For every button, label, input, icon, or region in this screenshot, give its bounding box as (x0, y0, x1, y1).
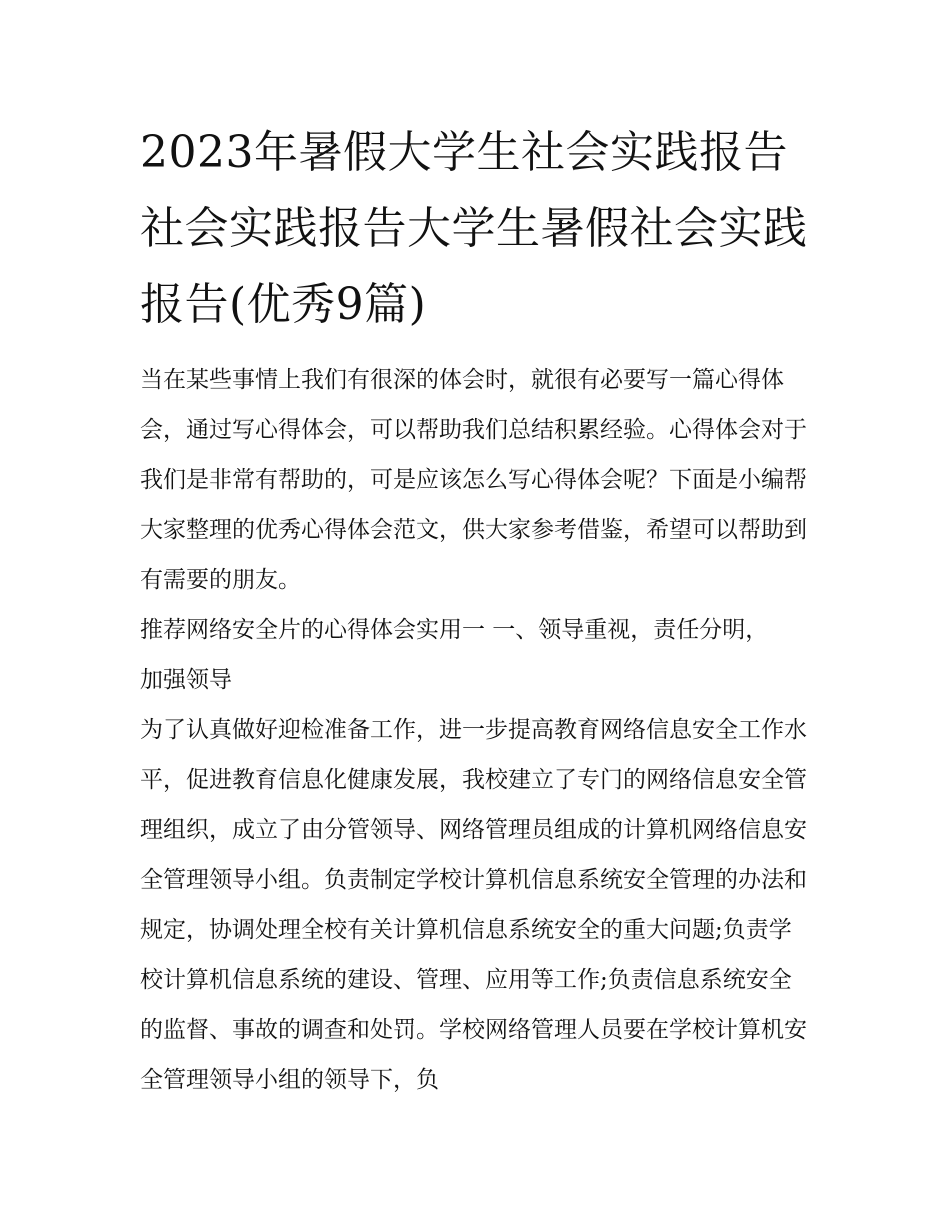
document-title: 2023年暑假大学生社会实践报告 社会实践报告大学生暑假社会实践报告(优秀9篇) (140, 127, 808, 330)
intro-paragraph: 当在某些事情上我们有很深的体会时，就很有必要写一篇心得体会，通过写心得体会，可以帮助我们总结积累经验。心得体会对于我们是非常有帮助的，可是应该怎么写心得体会呢？下面是小编帮大家整理的优秀心得体会范文，供大家参考借鉴，希望可以帮助到有需要的朋友。 (140, 367, 807, 593)
document-page (140, 115, 812, 1105)
section-heading-paragraph: 推荐网络安全片的心得体会实用一 一、领导重视，责任分明，加强领导 (140, 617, 769, 693)
body-paragraph: 为了认真做好迎检准备工作，进一步提高教育网络信息安全工作水平，促进教育信息化健康发展，我校建立了专门的网络信息安全管理组织，成立了由分管领导、网络管理员组成的计算机网络信息安全管理领导小组。负责制定学校计算机信息系统安全管理的办法和规定，协调处理全校有关计算机信息系统安全的重大问题;负责学校计算机信息系统的建设、管理、应用等工作;负责信息系统安全的监督、事故的调查和处罚。学校网络管理人员要在学校计算机安全管理领导小组的领导下，负 (140, 717, 807, 1093)
